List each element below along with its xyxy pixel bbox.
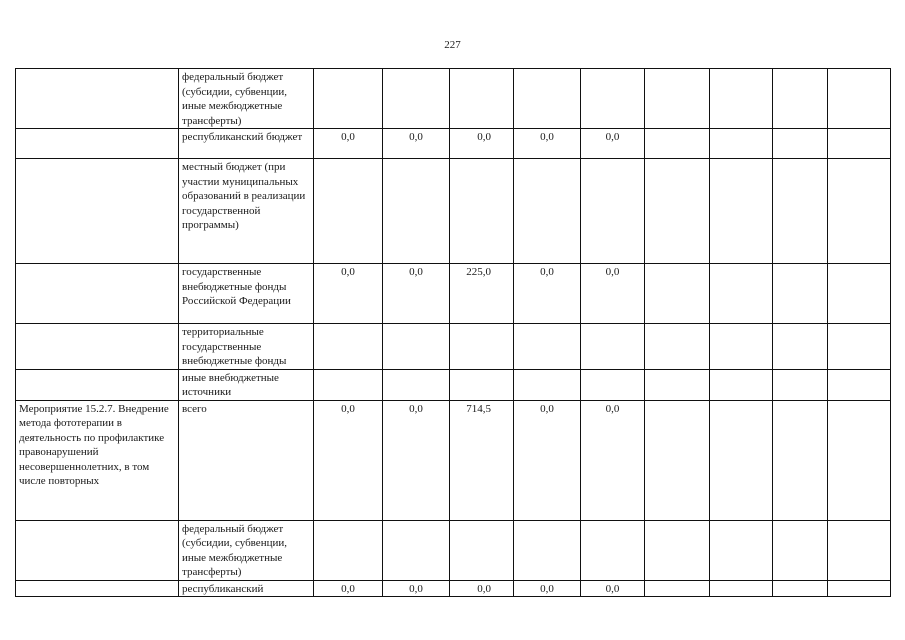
value-cell — [514, 369, 581, 400]
value-cell — [450, 520, 514, 580]
empty-cell — [828, 129, 891, 159]
value-cell: 0,0 — [383, 580, 450, 597]
empty-cell — [828, 400, 891, 520]
table-row — [16, 69, 891, 129]
funding-source-cell: республиканский бюджет — [179, 129, 314, 159]
funding-source-cell: федеральный бюджет (субсидии, субвенции, иные межбюджетные трансферты) — [179, 69, 314, 129]
empty-cell — [773, 69, 828, 129]
value-cell: 0,0 — [450, 129, 514, 159]
value-cell — [383, 324, 450, 370]
table-row — [16, 264, 891, 324]
value-cell — [514, 159, 581, 264]
value-cell: 0,0 — [581, 580, 645, 597]
empty-cell — [773, 520, 828, 580]
value-cell: 0,0 — [514, 580, 581, 597]
value-cell: 714,5 — [450, 400, 514, 520]
value-cell: 0,0 — [514, 129, 581, 159]
value-cell — [314, 324, 383, 370]
value-cell: 0,0 — [581, 264, 645, 324]
table-row — [16, 520, 891, 580]
empty-cell — [645, 400, 710, 520]
value-cell: 0,0 — [314, 580, 383, 597]
value-cell: 0,0 — [450, 580, 514, 597]
empty-cell — [645, 264, 710, 324]
empty-cell — [710, 520, 773, 580]
empty-cell — [645, 520, 710, 580]
funding-source-cell: иные внебюджетные источники — [179, 369, 314, 400]
empty-cell — [828, 324, 891, 370]
value-cell: 0,0 — [383, 400, 450, 520]
value-cell: 0,0 — [314, 129, 383, 159]
empty-cell — [828, 580, 891, 597]
value-cell: 0,0 — [514, 264, 581, 324]
funding-source-cell: территориальные государственные внебюджетные фонды — [179, 324, 314, 370]
empty-cell — [828, 264, 891, 324]
value-cell: 0,0 — [314, 400, 383, 520]
measure-name-cell — [16, 369, 179, 400]
empty-cell — [645, 129, 710, 159]
value-cell — [383, 520, 450, 580]
empty-cell — [710, 69, 773, 129]
value-cell: 0,0 — [514, 400, 581, 520]
empty-cell — [645, 69, 710, 129]
value-cell — [450, 159, 514, 264]
table-row — [16, 400, 891, 520]
value-cell — [581, 69, 645, 129]
empty-cell — [710, 159, 773, 264]
value-cell: 0,0 — [314, 264, 383, 324]
value-cell — [581, 159, 645, 264]
measure-name-cell — [16, 580, 179, 597]
empty-cell — [710, 580, 773, 597]
value-cell — [514, 69, 581, 129]
measure-name-cell: Мероприятие 15.2.7. Внедрение метода фототерапии в деятельность по профилактике правонарушений несовершеннолетних, в том числе повторных — [16, 400, 179, 520]
funding-source-cell: федеральный бюджет (субсидии, субвенции, иные межбюджетные трансферты) — [179, 520, 314, 580]
empty-cell — [773, 159, 828, 264]
empty-cell — [710, 400, 773, 520]
empty-cell — [773, 580, 828, 597]
value-cell — [514, 324, 581, 370]
empty-cell — [710, 369, 773, 400]
value-cell — [314, 520, 383, 580]
value-cell — [450, 69, 514, 129]
value-cell — [383, 369, 450, 400]
table-row — [16, 129, 891, 159]
empty-cell — [773, 400, 828, 520]
budget-table — [15, 68, 891, 597]
value-cell: 0,0 — [581, 129, 645, 159]
measure-name-cell — [16, 129, 179, 159]
value-cell — [314, 69, 383, 129]
empty-cell — [828, 369, 891, 400]
value-cell — [581, 369, 645, 400]
funding-source-cell: республиканский — [179, 580, 314, 597]
table-row — [16, 159, 891, 264]
empty-cell — [710, 129, 773, 159]
value-cell: 0,0 — [383, 129, 450, 159]
value-cell — [450, 324, 514, 370]
value-cell — [383, 69, 450, 129]
value-cell: 0,0 — [581, 400, 645, 520]
value-cell — [314, 159, 383, 264]
empty-cell — [645, 369, 710, 400]
measure-name-cell — [16, 159, 179, 264]
funding-source-cell: государственные внебюджетные фонды Российской Федерации — [179, 264, 314, 324]
empty-cell — [828, 159, 891, 264]
funding-source-cell: всего — [179, 400, 314, 520]
table-row — [16, 324, 891, 370]
empty-cell — [645, 324, 710, 370]
empty-cell — [773, 369, 828, 400]
value-cell — [581, 520, 645, 580]
empty-cell — [710, 264, 773, 324]
empty-cell — [645, 580, 710, 597]
measure-name-cell — [16, 264, 179, 324]
page-number: 227 — [444, 39, 461, 51]
funding-source-cell: местный бюджет (при участии муниципальных образований в реализации государственной программы) — [179, 159, 314, 264]
empty-cell — [773, 264, 828, 324]
measure-name-cell — [16, 324, 179, 370]
empty-cell — [828, 69, 891, 129]
table-row — [16, 580, 891, 597]
empty-cell — [773, 129, 828, 159]
value-cell — [514, 520, 581, 580]
table-row — [16, 369, 891, 400]
empty-cell — [645, 159, 710, 264]
empty-cell — [773, 324, 828, 370]
value-cell — [314, 369, 383, 400]
value-cell — [581, 324, 645, 370]
empty-cell — [710, 324, 773, 370]
value-cell — [383, 159, 450, 264]
measure-name-cell — [16, 520, 179, 580]
empty-cell — [828, 520, 891, 580]
measure-name-cell — [16, 69, 179, 129]
value-cell — [450, 369, 514, 400]
value-cell: 225,0 — [450, 264, 514, 324]
value-cell: 0,0 — [383, 264, 450, 324]
